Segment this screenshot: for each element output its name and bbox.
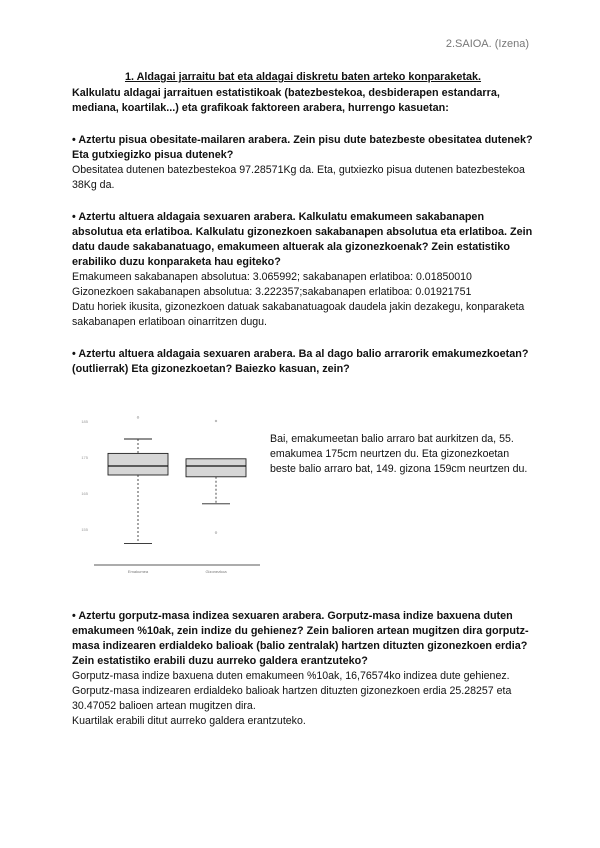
question-text: • Aztertu altuera aldagaia sexuaren arabera. Kalkulatu emakumeen sakabanapen absolutua eta erlatiboa. Kalkulatu gizonezkoen sakabanapen absolutua eta erlatiboa. Zein datu daude sakabanatuago, emakumeen altuerak ala gizonezkoenak? Zein estatistiko erabiliko duzu konparaketa hau egiteko?	[72, 211, 533, 268]
box-emakumea	[108, 453, 168, 475]
chart-row	[72, 395, 534, 595]
question-text: • Aztertu altuera aldagaia sexuaren arabera. Ba al dago balio arrarorik emakumezkoetan? (outlierrak) Eta gizonezkoetan? Baiezko kasuan, zein?	[72, 348, 529, 375]
answer-line: Kuartilak erabili ditut aurreko galdera erantzuteko.	[72, 715, 306, 727]
question-block-outliers	[72, 347, 534, 595]
outlier-point	[215, 420, 217, 422]
answer-text: Bai, emakumeetan balio arraro bat aurkitzen da, 55. emakumea 175cm neurtzen du. Eta gizonezkoetan beste balio arraro bat, 149. gizona 159cm neurtzen du.	[270, 432, 528, 475]
outlier-point	[215, 532, 217, 534]
page-header: 2.SAIOA. (Izena)	[445, 38, 529, 50]
y-tick-label: 155	[81, 527, 88, 532]
x-tick-label: Emakumea	[127, 569, 149, 574]
answer-line: Gorputz-masa indize baxuena duten emakumeen %10ak, 16,76574ko indizea dute gehienez.	[72, 670, 510, 682]
question-text: • Aztertu gorputz-masa indizea sexuaren arabera. Gorputz-masa indize baxuena duten emakumeen %10ak, zein indize du gehienez? Zein balioren artean mugitzen dira gorputz-masa indizearen erdialdeko balioak (balio zentralak) hartzen dituzten gizonezkoen erdia? Zein estatistiko erabili duzu aurreko galdera erantzuteko?	[72, 610, 529, 667]
answer-line: Gizonezkoen sakabanapen absolutua: 3.222357;sakabanapen erlatiboa: 0.01921751	[72, 286, 472, 298]
question-block-weight	[72, 133, 534, 193]
x-tick-label: Gizonezkoa	[205, 569, 227, 574]
section-title: 1. Aldagai jarraitu bat eta aldagai diskretu baten arteko konparaketak.	[124, 71, 482, 83]
y-tick-label: 165	[81, 491, 88, 496]
document-body	[72, 70, 534, 729]
answer-line: Gorputz-masa indizearen erdialdeko balioak hartzen dituzten gizonezkoen erdia 25.28257 eta 30.47052 balioen artean mugitzen dira.	[72, 685, 512, 712]
y-tick-label: 175	[81, 455, 88, 460]
intro-text: Kalkulatu aldagai jarraituen estatistikoak (batezbestekoa, desbiderapen estandarra, mediana, koartilak...) eta grafikoak faktoreen arabera, hurrengo kasuetan:	[72, 87, 500, 114]
question-block-bmi	[72, 609, 534, 729]
outlier-point	[137, 417, 139, 419]
answer-text: Obesitatea dutenen batezbestekoa 97.28571Kg da. Eta, gutxiezko pisua dutenen batezbestekoa 38Kg da.	[72, 164, 525, 191]
box-gizonezkoa	[186, 459, 246, 477]
boxplot-chart	[72, 395, 262, 595]
y-tick-label: 185	[81, 419, 88, 424]
question-text: • Aztertu pisua obesitate-mailaren arabera. Zein pisu dute batezbeste obesitatea dutenek? Eta gutxiegizko pisua dutenek?	[72, 134, 533, 161]
question-block-height-dispersion	[72, 210, 534, 330]
answer-line: Datu horiek ikusita, gizonezkoen datuak sakabanatuagoak daudela jakin dezakegu, konparaketa sakabanapen erlatiboan oinarritzen dugu.	[72, 301, 525, 328]
answer-line: Emakumeen sakabanapen absolutua: 3.065992; sakabanapen erlatiboa: 0.01850010	[72, 271, 472, 283]
